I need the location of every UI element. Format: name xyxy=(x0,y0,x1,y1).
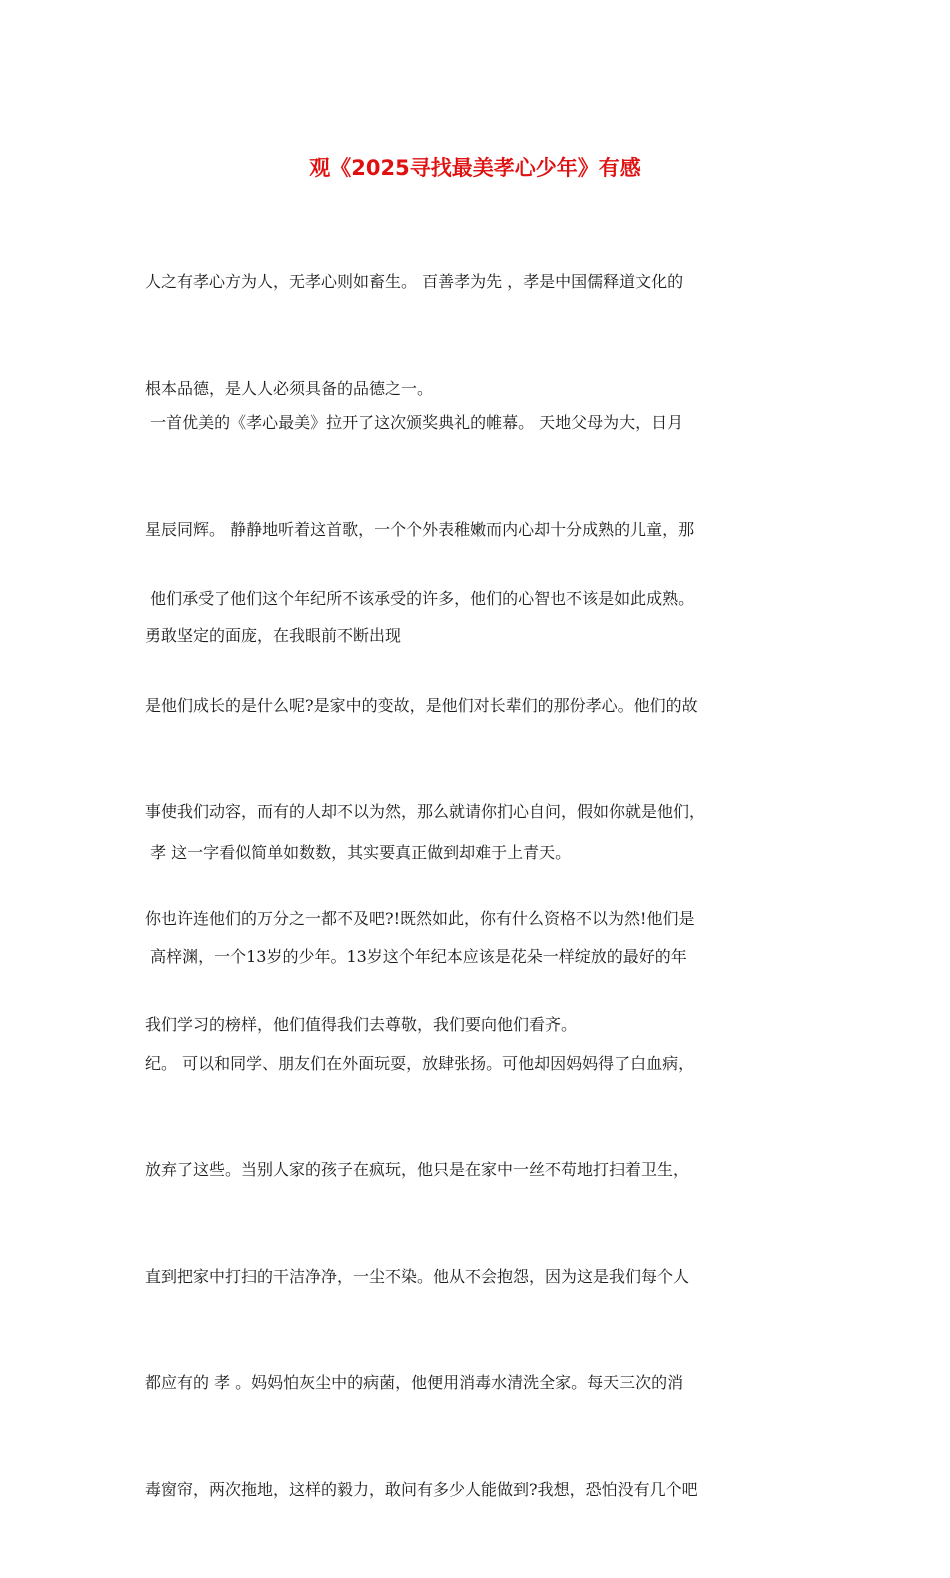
paragraph-line: 纪。 可以和同学、朋友们在外面玩耍，放肆张扬。可他却因妈妈得了白血病， xyxy=(145,1053,695,1073)
document-title: 观《2025寻找最美孝心少年》有感 xyxy=(309,156,641,180)
paragraph-line: 勇敢坚定的面庞，在我眼前不断出现 xyxy=(145,626,402,645)
paragraph-line: 我们学习的榜样，他们值得我们去尊敬，我们要向他们看齐。 xyxy=(145,1015,578,1034)
paragraph-line: 高梓渊，一个13岁的少年。13岁这个年纪本应该是花朵一样绽放的最好的年 xyxy=(145,947,687,966)
paragraph-line: 毒窗帘，两次拖地，这样的毅力，敢问有多少人能做到?我想，恐怕没有几个吧 xyxy=(145,1479,698,1499)
paragraph-5 xyxy=(145,868,810,1578)
paragraph-line: 是他们成长的是什么呢?是家中的变故，是他们对长辈们的那份孝心。他们的故 xyxy=(145,695,698,715)
paragraph-line: 根本品德，是人人必须具备的品德之一。 xyxy=(145,378,434,398)
paragraph-line: 人之有孝心方为人，无孝心则如畜生。 百善孝为先 ，孝是中国儒释道文化的 xyxy=(145,272,684,291)
paragraph-line: 孝 这一字看似简单如数数，其实要真正做到却难于上青天。 xyxy=(145,843,572,862)
paragraph-line: 都应有的 孝 。妈妈怕灰尘中的病菌，他便用消毒水清洗全家。每天三次的消 xyxy=(145,1373,684,1392)
paragraph-line: 一首优美的《孝心最美》拉开了这次颁奖典礼的帷幕。 天地父母为大，日月 xyxy=(145,413,684,432)
paragraph-line: 放弃了这些。当别人家的孩子在疯玩，他只是在家中一丝不苟地打扫着卫生， xyxy=(145,1160,690,1179)
paragraph-line: 事使我们动容，而有的人却不以为然，那么就请你扪心自问，假如你就是他们， xyxy=(145,802,706,821)
paragraph-line: 直到把家中打扫的干洁净净，一尘不染。他从不会抱怨，因为这是我们每个人 xyxy=(145,1266,690,1286)
paragraph-line: 他们承受了他们这个年纪所不该承受的许多，他们的心智也不该是如此成熟。 xyxy=(145,589,695,608)
paragraph-line: 星辰同辉。 静静地听着这首歌，一个个外表稚嫩而内心却十分成熟的儿童，那 xyxy=(145,519,695,539)
paragraph-line: 你也许连他们的万分之一都不及吧?!既然如此，你有什么资格不以为然!他们是 xyxy=(145,908,695,928)
